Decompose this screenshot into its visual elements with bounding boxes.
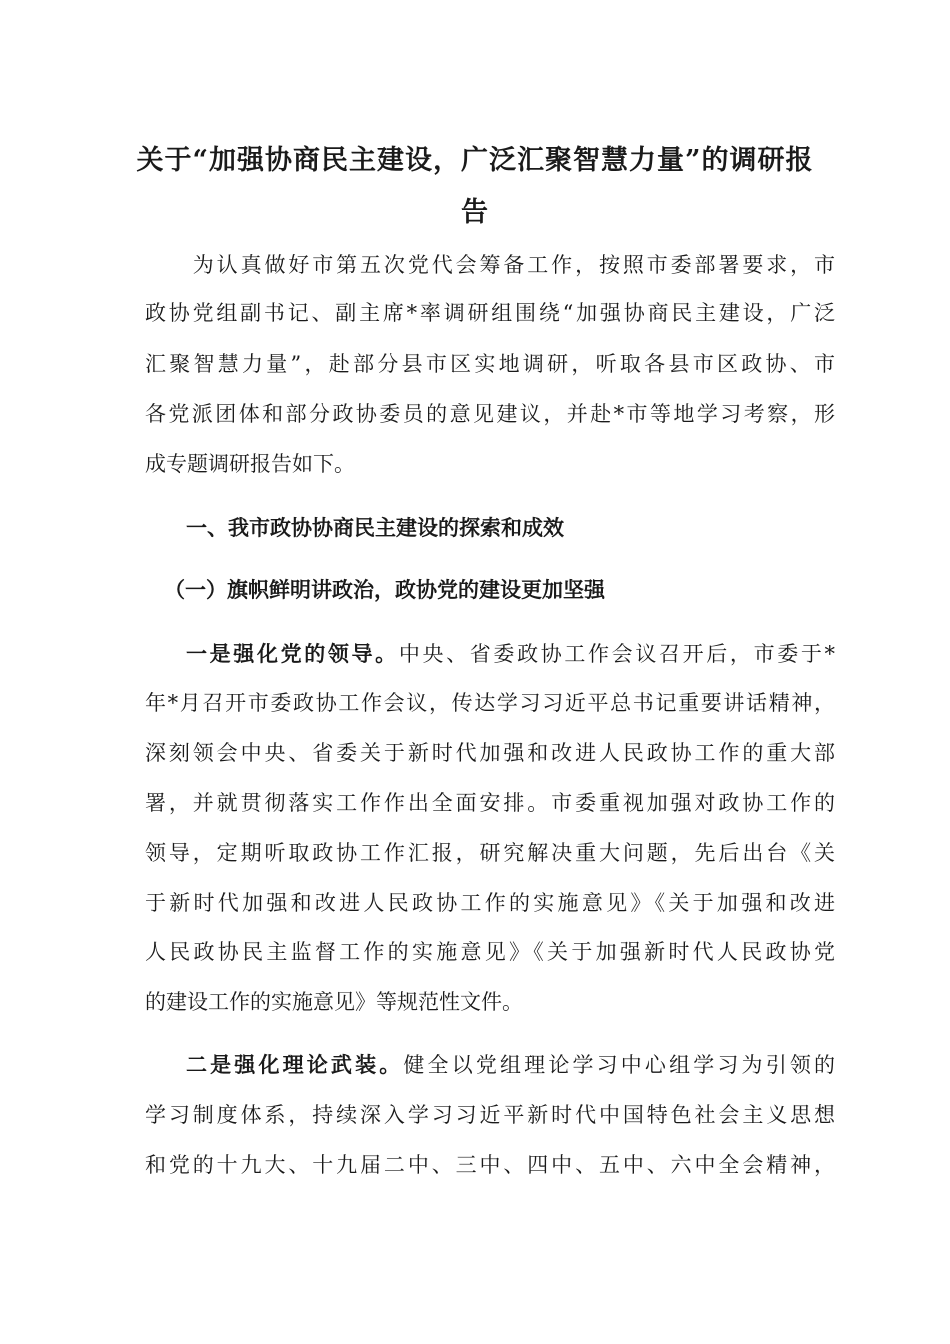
paragraph-line: 署，并就贯彻落实工作作出全面安排。市委重视加强对政协工作的 <box>145 791 835 815</box>
paragraph-line: 年*月召开市委政协工作会议，传达学习习近平总书记重要讲话精神， <box>145 691 835 715</box>
subsection-heading: （一）旗帜鲜明讲政治，政协党的建设更加坚强 <box>164 577 605 602</box>
document-title-line-1: 关于“加强协商民主建设，广泛汇聚智慧力量”的调研报 <box>136 145 814 176</box>
intro-line: 成专题调研报告如下。 <box>145 452 355 476</box>
paragraph-first-line <box>186 1051 835 1079</box>
intro-line: 政协党组副书记、副主席*率调研组围绕“加强协商民主建设，广泛 <box>145 301 835 325</box>
paragraph-line: 学习制度体系，持续深入学习习近平新时代中国特色社会主义思想 <box>145 1103 835 1127</box>
document-title-line-2: 告 <box>461 197 489 228</box>
paragraph-line: 人民政协民主监督工作的实施意见》《关于加强新时代人民政协党 <box>145 940 835 964</box>
paragraph-lead: 二是强化理论武装。 <box>186 1052 404 1077</box>
paragraph-text: 健全以党组理论学习中心组学习为引领的 <box>403 1053 836 1077</box>
intro-line: 汇聚智慧力量”，赴部分县市区实地调研，听取各县市区政协、市 <box>145 352 835 376</box>
section-heading: 一、我市政协协商民主建设的探索和成效 <box>186 515 564 540</box>
paragraph-first-line <box>186 640 835 668</box>
paragraph-line: 和党的十九大、十九届二中、三中、四中、五中、六中全会精神， <box>145 1153 835 1177</box>
paragraph-line: 领导，定期听取政协工作汇报，研究解决重大问题，先后出台《关 <box>145 841 835 865</box>
intro-line: 各党派团体和部分政协委员的意见建议，并赴*市等地学习考察，形 <box>145 402 835 426</box>
paragraph-line: 深刻领会中央、省委关于新时代加强和改进人民政协工作的重大部 <box>145 741 835 765</box>
intro-line: 为认真做好市第五次党代会筹备工作，按照市委部署要求，市 <box>145 253 835 277</box>
paragraph-line: 的建设工作的实施意见》等规范性文件。 <box>145 990 523 1014</box>
paragraph-text: 中央、省委政协工作会议召开后，市委于* <box>398 642 836 666</box>
paragraph-line: 于新时代加强和改进人民政协工作的实施意见》《关于加强和改进 <box>145 891 835 915</box>
paragraph-lead: 一是强化党的领导。 <box>186 641 399 666</box>
